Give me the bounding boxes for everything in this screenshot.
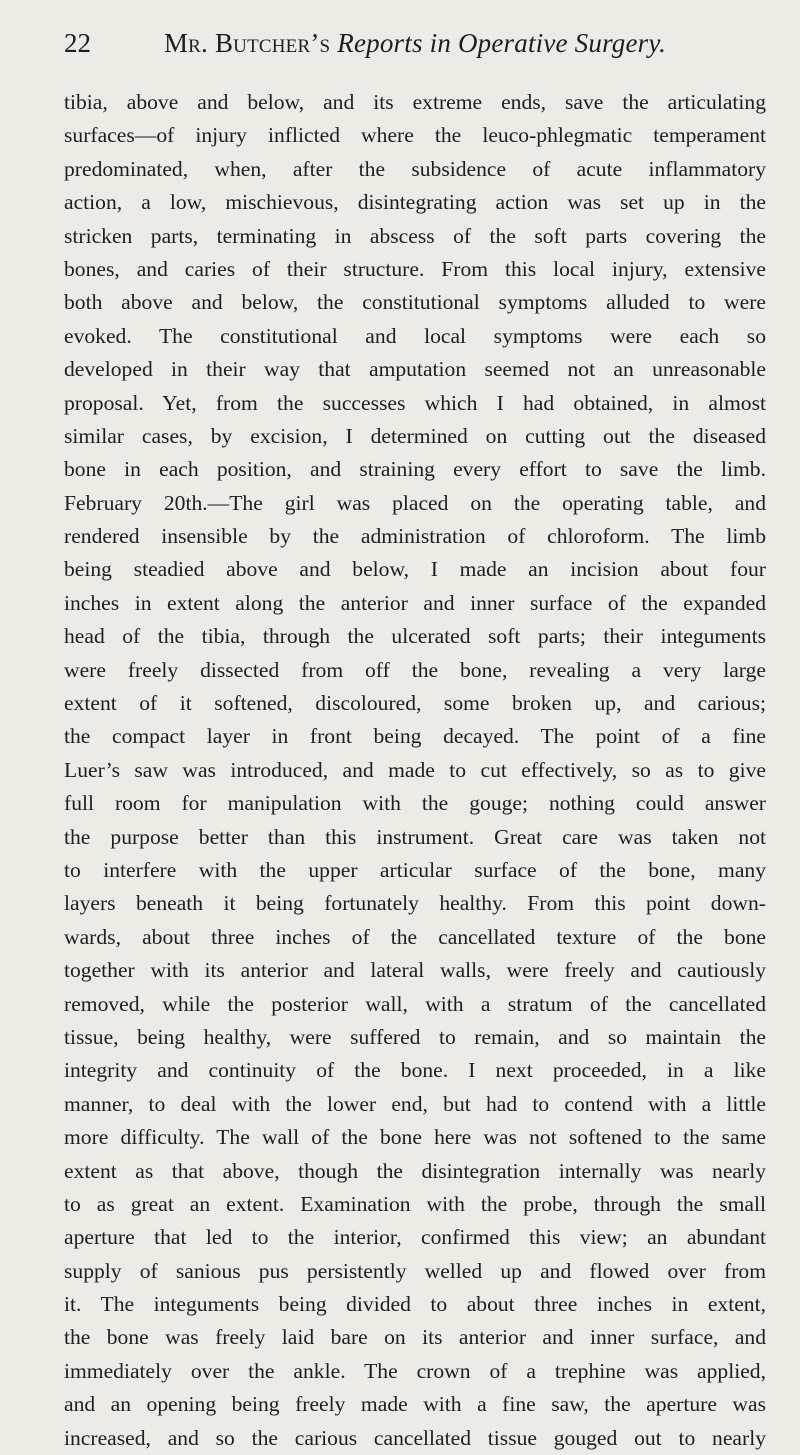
- text-line: similar cases, by excision, I determined on cutting out the diseased: [64, 423, 766, 448]
- text-line: bones, and caries of their structure. From this local injury, extensive: [64, 256, 766, 281]
- text-line: and an opening being freely made with a fine saw, the aperture was: [64, 1392, 766, 1417]
- text-line: both above and below, the constitutional symptoms alluded to were: [64, 290, 766, 315]
- text-line: to interfere with the upper articular surface of the bone, many: [64, 857, 766, 882]
- text-line: supply of sanious pus persistently welled up and flowed over from: [64, 1258, 766, 1283]
- text-line: the purpose better than this instrument. Great care was taken not: [64, 824, 766, 849]
- text-line: more difficulty. The wall of the bone here was not softened to the same: [64, 1125, 766, 1150]
- text-line: to as great an extent. Examination with the probe, through the small: [64, 1191, 766, 1216]
- text-line: manner, to deal with the lower end, but had to contend with a little: [64, 1091, 766, 1116]
- text-line: wards, about three inches of the cancellated texture of the bone: [64, 924, 766, 949]
- text-line: stricken parts, terminating in abscess of the soft parts covering the: [64, 223, 766, 248]
- text-line: bone in each position, and straining every effort to save the limb.: [64, 457, 766, 482]
- text-line: the compact layer in front being decayed. The point of a fine: [64, 724, 766, 749]
- text-line: tibia, above and below, and its extreme ends, save the articulating: [64, 90, 766, 114]
- text-line: February 20th.—The girl was placed on the operating table, and: [64, 490, 766, 515]
- text-line: action, a low, mischievous, disintegrating action was set up in the: [64, 190, 766, 215]
- text-line: inches in extent along the anterior and inner surface of the expanded: [64, 590, 766, 615]
- text-line: surfaces—of injury inflicted where the leuco-phlegmatic temperament: [64, 123, 766, 148]
- text-line: the bone was freely laid bare on its anterior and inner surface, and: [64, 1325, 766, 1350]
- text-line: Luer’s saw was introduced, and made to cut effectively, so as to give: [64, 757, 766, 782]
- text-line: being steadied above and below, I made an incision about four: [64, 557, 766, 582]
- text-line: immediately over the ankle. The crown of a trephine was applied,: [64, 1358, 766, 1383]
- text-line: predominated, when, after the subsidence of acute inflammatory: [64, 156, 766, 181]
- running-title-work: Reports in Operative Surgery.: [337, 28, 667, 58]
- text-line: removed, while the posterior wall, with a stratum of the cancellated: [64, 991, 766, 1016]
- text-line: integrity and continuity of the bone. I next proceeded, in a like: [64, 1058, 766, 1083]
- text-line: proposal. Yet, from the successes which I had obtained, in almost: [64, 390, 766, 415]
- text-line: were freely dissected from off the bone, revealing a very large: [64, 657, 766, 682]
- body-text: [64, 86, 766, 1455]
- text-line: full room for manipulation with the gouge; nothing could answer: [64, 791, 766, 816]
- text-line: rendered insensible by the administration of chloroform. The limb: [64, 524, 766, 549]
- text-line: together with its anterior and lateral walls, were freely and cautiously: [64, 958, 766, 983]
- text-line: developed in their way that amputation seemed not an unreasonable: [64, 357, 766, 382]
- text-line: extent as that above, though the disintegration internally was nearly: [64, 1158, 766, 1183]
- text-line: increased, and so the carious cancellated tissue gouged out to nearly: [64, 1425, 766, 1450]
- text-line: aperture that led to the interior, confirmed this view; an abundant: [64, 1225, 766, 1250]
- text-line: layers beneath it being fortunately healthy. From this point down-: [64, 891, 766, 916]
- running-head: [64, 18, 766, 68]
- page-number: 22: [64, 28, 91, 58]
- running-title: [64, 18, 766, 68]
- text-line: evoked. The constitutional and local symptoms were each so: [64, 323, 766, 348]
- text-line: head of the tibia, through the ulcerated soft parts; their integuments: [64, 624, 766, 649]
- text-line: it. The integuments being divided to about three inches in extent,: [64, 1292, 766, 1317]
- text-line: extent of it softened, discoloured, some broken up, and carious;: [64, 691, 766, 716]
- text-line: tissue, being healthy, were suffered to remain, and so maintain the: [64, 1024, 766, 1049]
- running-title-author: Mr. Butcher’s: [163, 28, 331, 58]
